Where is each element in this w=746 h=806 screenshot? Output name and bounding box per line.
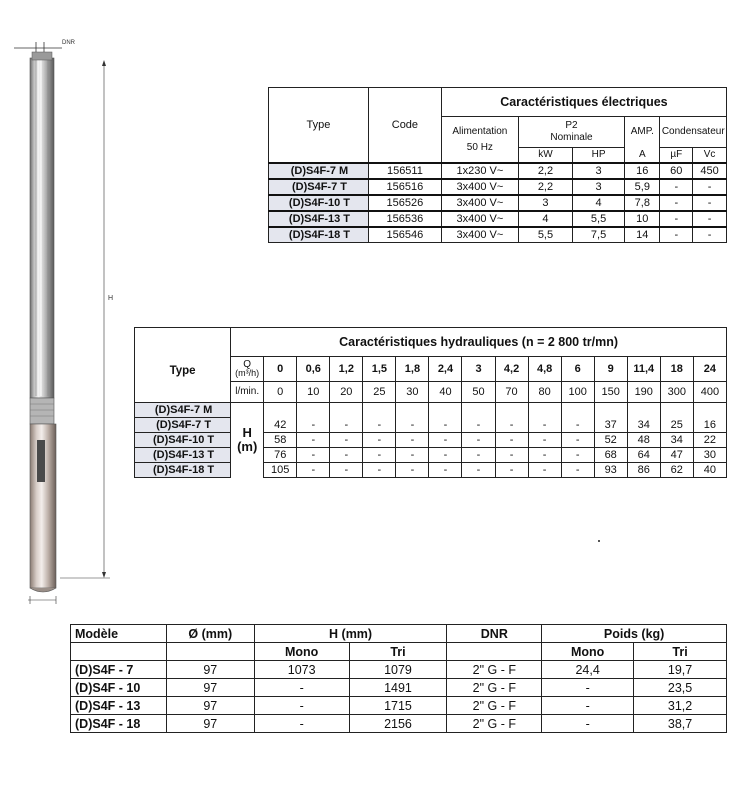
dim-header-p-tri: Tri [634,643,727,661]
header-amp: AMP. [625,117,660,148]
elec-table-row [269,227,727,243]
q-unit: (m³/h) [235,368,260,378]
dim-cell-h-tri: 2156 [349,715,447,733]
header-p2-label: P2 [565,120,578,131]
dimensions-table [70,624,727,733]
elec-cell-kw: 5,5 [518,227,572,243]
elec-cell-hp: 3 [573,179,625,195]
l-value: 100 [561,382,594,403]
head-value: 47 [660,448,693,463]
dim-header-empty-3 [447,643,542,661]
head-value: 34 [627,418,660,433]
elec-cell-kw: 2,2 [518,163,572,179]
dim-cell-h-mono: 1073 [254,661,349,679]
head-value: 22 [693,433,726,448]
hyd-table-row [135,448,727,463]
head-value: - [363,418,396,433]
dim-cell-modele: (D)S4F - 7 [71,661,167,679]
hyd-empty-cell [462,403,495,418]
head-value: - [429,448,462,463]
elec-cell-code: 156511 [368,163,441,179]
head-value: 86 [627,463,660,478]
q-value: 11,4 [627,357,660,382]
l-value: 10 [297,382,330,403]
arrow-up-icon [102,60,106,66]
h-unit: (m) [237,439,258,455]
hyd-empty-cell [528,403,561,418]
dim-header-empty-1 [71,643,167,661]
motor-label-plate [37,440,45,482]
elec-table-row [269,163,727,179]
hyd-type-name: (D)S4F-7 T [135,418,231,433]
dim-cell-p-tri: 38,7 [634,715,727,733]
dim-cell-diam: 97 [166,661,254,679]
hyd-empty-cell [561,403,594,418]
head-value: - [297,448,330,463]
head-value: - [396,433,429,448]
dnr-label: DNR [62,40,75,46]
elec-cell-vc: - [693,179,727,195]
elec-cell-hp: 5,5 [573,211,625,227]
head-value: 48 [627,433,660,448]
hyd-type-name: (D)S4F-10 T [135,433,231,448]
q-value: 6 [561,357,594,382]
q-value: 1,5 [363,357,396,382]
head-value: - [561,463,594,478]
l-value: 400 [693,382,726,403]
dim-table-row [71,679,727,697]
head-value: - [429,463,462,478]
elec-cell-type: (D)S4F-18 T [269,227,369,243]
l-value: 150 [594,382,627,403]
elec-cell-code: 156536 [368,211,441,227]
head-value: 25 [660,418,693,433]
header-kw: kW [518,148,572,164]
elec-cell-kw: 4 [518,211,572,227]
head-value: - [462,463,495,478]
header-uf: µF [660,148,693,164]
header-amp-unit: A [625,148,660,164]
q-value: 4,2 [495,357,528,382]
head-value: - [495,448,528,463]
dim-cell-p-mono: - [542,715,634,733]
head-value: - [561,418,594,433]
head-value: - [495,433,528,448]
head-value: 16 [693,418,726,433]
header-type: Type [269,88,369,164]
dim-table-row [71,697,727,715]
head-value: - [528,463,561,478]
dim-header-h: H (mm) [254,625,447,643]
dim-table-row [71,715,727,733]
head-value: - [495,463,528,478]
dim-cell-modele: (D)S4F - 13 [71,697,167,715]
head-value: - [561,433,594,448]
head-value: - [528,433,561,448]
head-value: - [297,433,330,448]
l-value: 40 [429,382,462,403]
hyd-table-row [135,433,727,448]
elec-cell-type: (D)S4F-7 M [269,163,369,179]
head-value: 68 [594,448,627,463]
head-value: - [528,448,561,463]
elec-cell-uf: 60 [660,163,693,179]
dim-cell-p-mono: 24,4 [542,661,634,679]
q-value: 2,4 [429,357,462,382]
elec-cell-amp: 5,9 [625,179,660,195]
dim-cell-dnr: 2" G - F [447,661,542,679]
elec-cell-amp: 14 [625,227,660,243]
elec-cell-uf: - [660,211,693,227]
dim-cell-h-tri: 1715 [349,697,447,715]
dim-cell-p-mono: - [542,679,634,697]
head-value: 30 [693,448,726,463]
arrow-down-icon [102,572,106,578]
hyd-empty-cell [330,403,363,418]
elec-cell-code: 156516 [368,179,441,195]
q-value: 24 [693,357,726,382]
l-value: 25 [363,382,396,403]
h-label-cell [231,403,264,478]
dim-cell-modele: (D)S4F - 18 [71,715,167,733]
head-value: - [462,418,495,433]
q-label-cell [231,357,264,382]
header-alimentation-hz: 50 Hz [466,141,493,153]
elec-cell-alim: 1x230 V~ [441,163,518,179]
elec-cell-alim: 3x400 V~ [441,195,518,211]
dim-table-row [71,661,727,679]
elec-cell-hp: 4 [573,195,625,211]
elec-cell-type: (D)S4F-13 T [269,211,369,227]
head-value: - [330,433,363,448]
head-value: - [396,463,429,478]
dim-cell-dnr: 2" G - F [447,715,542,733]
hyd-empty-cell [495,403,528,418]
h-label: H [108,295,114,302]
dim-cell-h-mono: - [254,679,349,697]
dim-header-poids: Poids (kg) [542,625,727,643]
l-value: 0 [264,382,297,403]
head-value: 37 [594,418,627,433]
electrical-title: Caractéristiques électriques [441,88,726,117]
dim-cell-h-mono: - [254,715,349,733]
header-alimentation-label: Alimentation [452,125,508,137]
hyd-empty-cell [594,403,627,418]
header-alimentation [441,117,518,164]
elec-cell-vc: - [693,195,727,211]
q-value: 0 [264,357,297,382]
hyd-empty-cell [297,403,330,418]
dim-header-dnr: DNR [447,625,542,643]
q-value: 1,2 [330,357,363,382]
dim-header-modele: Modèle [71,625,167,643]
header-vc: Vc [693,148,727,164]
dim-header-empty-2 [166,643,254,661]
dim-header-diam: Ø (mm) [166,625,254,643]
l-value: 80 [528,382,561,403]
elec-cell-vc: - [693,211,727,227]
dim-cell-diam: 97 [166,697,254,715]
hyd-empty-cell [693,403,726,418]
elec-table-row [269,195,727,211]
l-value: 300 [660,382,693,403]
hyd-empty-cell [660,403,693,418]
dim-cell-modele: (D)S4F - 10 [71,679,167,697]
elec-cell-type: (D)S4F-10 T [269,195,369,211]
q-value: 0,6 [297,357,330,382]
hyd-table-row [135,403,727,418]
elec-cell-amp: 7,8 [625,195,660,211]
l-value: 190 [627,382,660,403]
head-value: - [297,418,330,433]
head-value: - [396,418,429,433]
elec-cell-uf: - [660,227,693,243]
dim-cell-diam: 97 [166,715,254,733]
head-value: 52 [594,433,627,448]
hyd-empty-cell [264,403,297,418]
hyd-table-row [135,463,727,478]
h-label: H [242,425,252,441]
q-value: 1,8 [396,357,429,382]
l-label: l/min. [231,382,264,403]
head-value: 62 [660,463,693,478]
dim-cell-p-tri: 31,2 [634,697,727,715]
head-value: 105 [264,463,297,478]
dim-cell-p-tri: 19,7 [634,661,727,679]
elec-cell-alim: 3x400 V~ [441,227,518,243]
head-value: - [330,418,363,433]
dim-cell-h-mono: - [254,697,349,715]
elec-cell-code: 156526 [368,195,441,211]
dim-cell-p-mono: - [542,697,634,715]
hyd-type-name: (D)S4F-18 T [135,463,231,478]
elec-cell-uf: - [660,179,693,195]
elec-cell-alim: 3x400 V~ [441,179,518,195]
pump-drawing [0,0,120,620]
hyd-type-name: (D)S4F-7 M [135,403,231,418]
head-value: 42 [264,418,297,433]
electrical-characteristics-table [268,87,727,243]
dim-cell-p-tri: 23,5 [634,679,727,697]
elec-cell-type: (D)S4F-7 T [269,179,369,195]
hyd-type-name: (D)S4F-13 T [135,448,231,463]
elec-cell-alim: 3x400 V~ [441,211,518,227]
elec-table-row [269,179,727,195]
head-value: - [330,448,363,463]
speck [598,540,600,542]
dim-cell-dnr: 2" G - F [447,697,542,715]
dim-cell-diam: 97 [166,679,254,697]
dim-cell-dnr: 2" G - F [447,679,542,697]
head-value: - [297,463,330,478]
head-value: - [462,448,495,463]
header-p2-nominale: Nominale [550,132,593,143]
elec-cell-hp: 7,5 [573,227,625,243]
header-condensateur: Condensateur [660,117,727,148]
head-value: - [462,433,495,448]
hyd-empty-cell [363,403,396,418]
elec-cell-amp: 10 [625,211,660,227]
elec-cell-amp: 16 [625,163,660,179]
pump-hydraulic-body [30,58,54,398]
elec-cell-kw: 3 [518,195,572,211]
head-value: - [363,433,396,448]
pump-intake-screen [30,398,54,424]
q-value: 18 [660,357,693,382]
l-value: 20 [330,382,363,403]
q-value: 3 [462,357,495,382]
head-value: - [363,448,396,463]
head-value: - [429,433,462,448]
hydraulic-characteristics-table [134,327,727,478]
head-value: - [330,463,363,478]
elec-cell-uf: - [660,195,693,211]
head-value: 34 [660,433,693,448]
header-p2 [518,117,624,148]
header-hp: HP [573,148,625,164]
elec-cell-vc: 450 [693,163,727,179]
hyd-empty-cell [396,403,429,418]
head-value: 64 [627,448,660,463]
head-value: 40 [693,463,726,478]
head-value: - [429,418,462,433]
l-value: 70 [495,382,528,403]
elec-cell-code: 156546 [368,227,441,243]
dim-cell-h-tri: 1079 [349,661,447,679]
head-value: - [363,463,396,478]
q-value: 9 [594,357,627,382]
hydraulic-title: Caractéristiques hydrauliques (n = 2 800 tr/mn) [231,328,727,357]
head-value: 93 [594,463,627,478]
l-value: 50 [462,382,495,403]
elec-cell-kw: 2,2 [518,179,572,195]
head-value: - [528,418,561,433]
head-value: 58 [264,433,297,448]
l-value: 30 [396,382,429,403]
dim-cell-h-tri: 1491 [349,679,447,697]
header-code: Code [368,88,441,164]
head-value: - [495,418,528,433]
q-value: 4,8 [528,357,561,382]
dim-header-h-tri: Tri [349,643,447,661]
hyd-empty-cell [429,403,462,418]
hyd-header-type: Type [135,328,231,403]
elec-cell-vc: - [693,227,727,243]
elec-table-row [269,211,727,227]
head-value: - [396,448,429,463]
dim-header-h-mono: Mono [254,643,349,661]
elec-cell-hp: 3 [573,163,625,179]
q-label: Q [243,359,252,370]
dim-header-p-mono: Mono [542,643,634,661]
head-value: 76 [264,448,297,463]
hyd-empty-cell [627,403,660,418]
hyd-table-row [135,418,727,433]
head-value: - [561,448,594,463]
